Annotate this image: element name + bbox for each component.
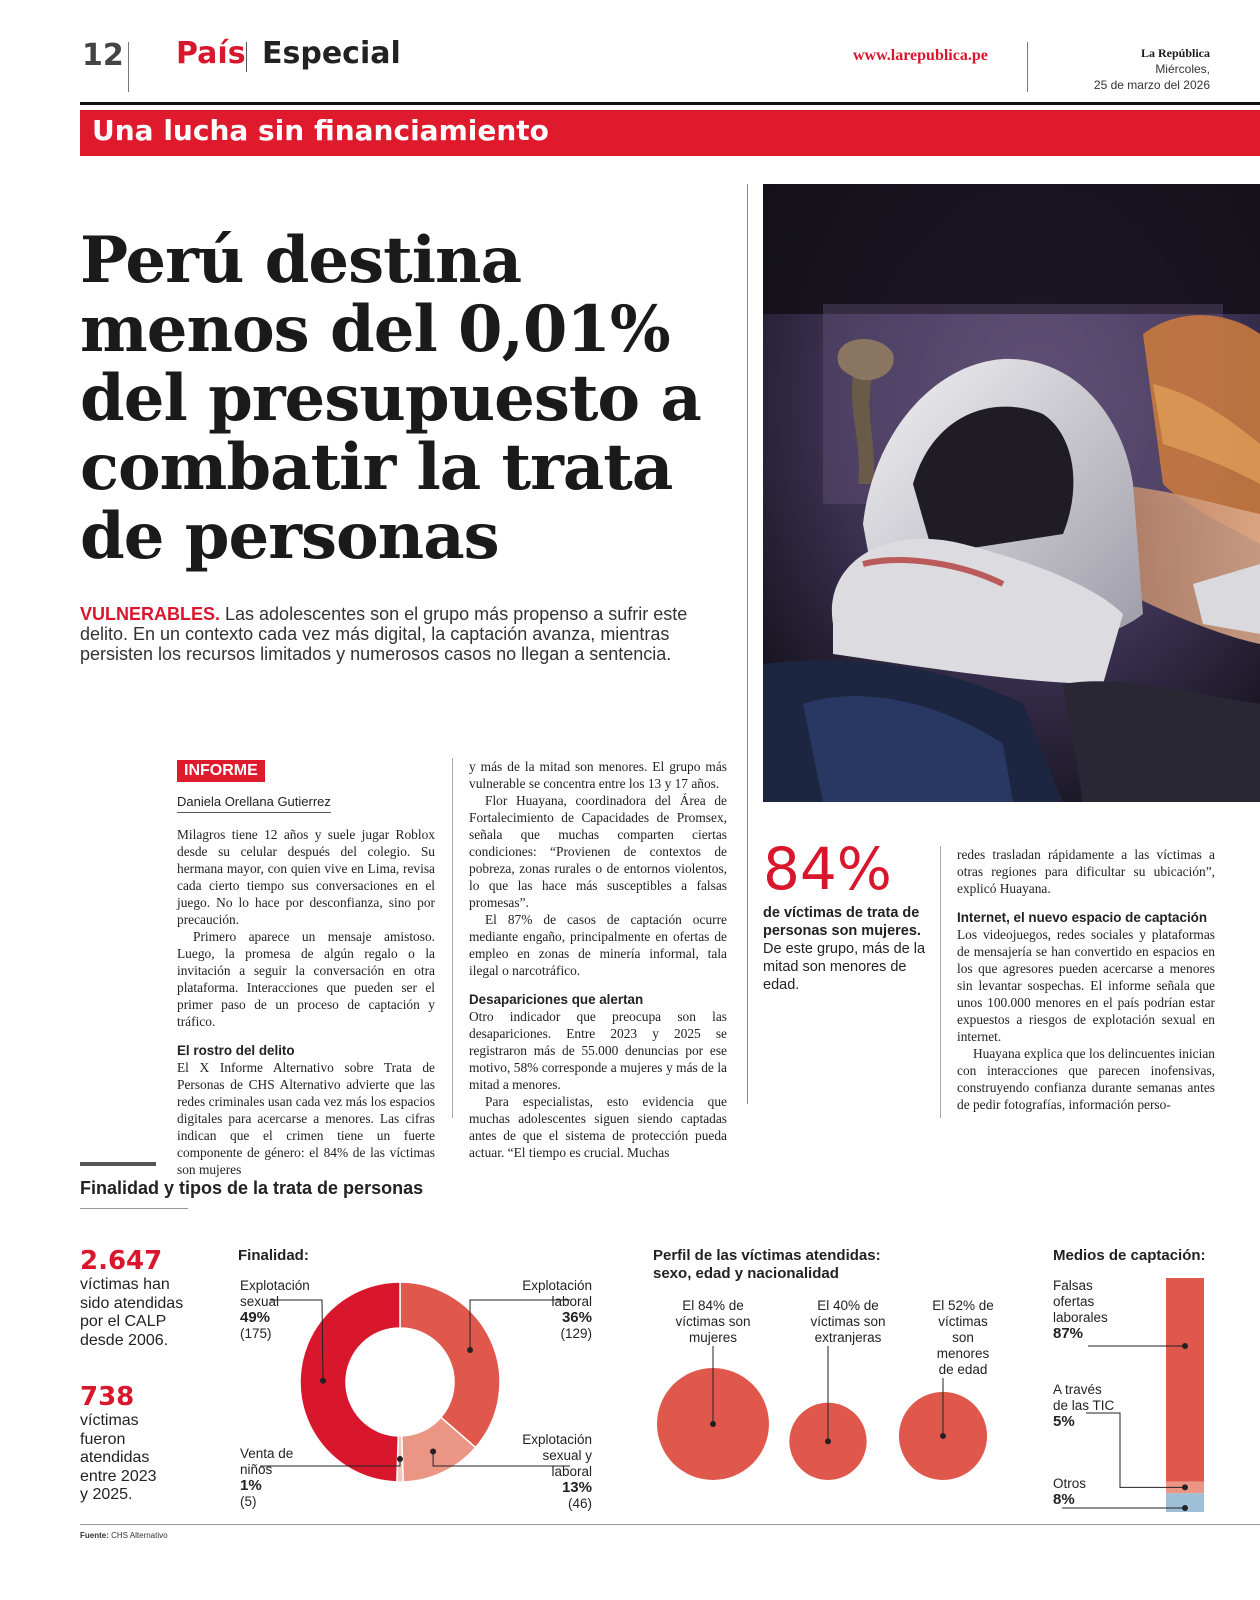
label-line: sexual y (542, 1448, 592, 1463)
donut-label-sexual (240, 1278, 310, 1342)
stat-line: entre 2023 (80, 1467, 157, 1485)
label-line: Explotación (522, 1432, 592, 1447)
date-full: 25 de marzo del 2026 (1093, 78, 1210, 92)
label-line: de las TIC (1053, 1398, 1115, 1413)
label-percent: 1% (240, 1477, 262, 1494)
column-divider (747, 184, 748, 1104)
profile-title-line: Perfil de las víctimas atendidas: (653, 1247, 881, 1264)
label-line: menores (936, 1346, 990, 1361)
deck-lead: VULNERABLES. (80, 604, 221, 624)
stat-line: atendidas (80, 1449, 150, 1466)
donut-label-children (240, 1446, 293, 1510)
label-count: (46) (567, 1496, 592, 1511)
headline (80, 223, 740, 574)
label-line: Explotación (240, 1278, 310, 1293)
stat-value: 2.647 (80, 1246, 163, 1276)
donut-leader-dot (430, 1449, 436, 1455)
section-name[interactable]: País (176, 36, 246, 71)
label-line: niños (240, 1462, 273, 1477)
label-line: A través (1053, 1382, 1102, 1397)
label-count: (129) (560, 1326, 592, 1341)
label-line: laboral (551, 1464, 592, 1479)
label-line: El 40% de (817, 1298, 879, 1313)
header-rule (80, 102, 1260, 105)
stat-line: fueron (80, 1430, 126, 1448)
label-line: Falsas (1053, 1278, 1093, 1293)
stat-value: 738 (80, 1382, 135, 1412)
paragraph: Otro indicador que preocupa son las desapariciones. Entre 2023 y 2025 se registraron más de 55.000 denuncias por ese motivo, 58% corresponde a mujeres y más de la mitad a menores. (469, 1009, 727, 1092)
label-count: (5) (240, 1494, 257, 1509)
capture-leader-dot (1182, 1484, 1188, 1490)
paragraph: redes trasladan rápidamente a las víctimas a otras regiones para dificultar su ubicación”, explicó Huayana. (957, 847, 1215, 896)
donut-leader-dot (467, 1347, 473, 1353)
subheading: Internet, el nuevo espacio de captación (957, 910, 1208, 925)
article-column-2 (469, 758, 727, 1161)
label-line: de edad (938, 1362, 988, 1377)
article-tag: INFORME (177, 760, 265, 782)
profile-leader-dot (825, 1438, 831, 1444)
subsection-name[interactable]: Especial (262, 36, 401, 71)
profile-title-line: sexo, edad y nacionalidad (653, 1265, 839, 1282)
article-column-3 (957, 846, 1215, 1113)
stat-text (80, 1276, 183, 1350)
profile-circles-chart (640, 1300, 1020, 1520)
label-percent: 49% (240, 1309, 271, 1326)
article-photo (763, 184, 1260, 802)
stat-text (80, 1412, 157, 1505)
kicker-title: Una lucha sin financiamiento (92, 114, 549, 147)
label-line: El 52% de (932, 1298, 994, 1313)
donut-label-laboral (480, 1278, 592, 1342)
footer-rule (80, 1524, 1260, 1525)
stat-line: víctimas han (80, 1276, 170, 1293)
subheading: El rostro del delito (177, 1043, 295, 1058)
capture-bar-chart (1050, 1270, 1250, 1520)
donut-slice (300, 1282, 400, 1482)
profile-leader-dot (710, 1421, 716, 1427)
stat-victims-total (80, 1246, 183, 1350)
label-line: víctimas son (675, 1314, 751, 1329)
callout-value: 84% (763, 835, 892, 903)
paragraph: Para especialistas, esto evidencia que muchas adolescentes siguen siendo captadas antes de que el sistema de protección pueda actuar. “El tiempo es crucial. Muchas (469, 1094, 727, 1160)
deck-text: Las adolescentes son el grupo más propenso a sufrir este delito. En un contexto cada vez más digital, la captación avanza, mientras persisten los recursos limitados y numerosos casos no llegan a sentencia. (80, 604, 688, 664)
headline-line: del presupuesto a (80, 361, 701, 436)
callout-text (763, 904, 931, 994)
callout-bold: de víctimas de trata de personas son mujeres. (763, 905, 921, 939)
stat-line: por el CALP (80, 1313, 167, 1330)
label-line: víctimas (938, 1314, 988, 1329)
label-line: Otros (1053, 1476, 1087, 1491)
capture-leader-dot (1182, 1343, 1188, 1349)
paragraph: Flor Huayana, coordinadora del Área de Fortalecimiento de Capacidades de Promsex, señala que muchas comparten ciertas condiciones: “Provienen de contextos de pobreza, zonas rurales o de entornos violentos, lo que las hace más susceptibles a falsas promesas”. (469, 793, 727, 910)
website-link[interactable]: www.larepublica.pe (853, 47, 988, 64)
label-line: Venta de (240, 1446, 294, 1461)
paragraph: El 87% de casos de captación ocurre mediante engaño, principalmente en ofertas de empleo en zonas de minería informal, tala ilegal o narcotráfico. (469, 912, 727, 978)
source-label: Fuente: (80, 1531, 109, 1540)
label-percent: 8% (1053, 1491, 1075, 1508)
headline-line: de personas (80, 499, 499, 574)
paragraph: Huayana explica que los delincuentes inician con interacciones que parecen inofensivas, construyendo confianza durante semanas antes de pedir fotografías, información perso- (957, 1046, 1215, 1112)
header-divider-right (1027, 42, 1028, 92)
donut-leader-dot (397, 1456, 403, 1462)
stat-line: víctimas (80, 1412, 139, 1429)
profile-leader-dot (940, 1433, 946, 1439)
headline-line: combatir la trata (80, 430, 673, 505)
callout-detail: De este grupo, más de la mitad son menores de edad. (763, 941, 926, 993)
stat-line: desde 2006. (80, 1331, 169, 1349)
label-line: Explotación (522, 1278, 592, 1293)
profile-title (653, 1247, 881, 1283)
paragraph: Los videojuegos, redes sociales y plataformas de mensajería se han convertido en espacios en los que agresores pueden acercarse a menores sin levantar sospechas. El informe señala que unos 100.000 menores en el país podrían estar expuestos a riesgos de explotación sexual en internet. (957, 927, 1215, 1044)
paragraph: y más de la mitad son menores. El grupo más vulnerable se concentra entre los 13 y 17 años. (469, 759, 727, 791)
capture-leader-dot (1182, 1505, 1188, 1511)
donut-title: Finalidad: (238, 1247, 309, 1264)
stat-victims-recent (80, 1382, 157, 1505)
source-note (80, 1531, 168, 1540)
column-rule (940, 846, 941, 1118)
donut-label-mixed (480, 1432, 592, 1512)
header-divider (128, 42, 129, 92)
paragraph: El X Informe Alternativo sobre Trata de Personas de CHS Alternativo advierte que las redes criminales usan cada vez más los espacios digitales para acercarse a menores. Las cifras indican que el crimen tiene un fuerte componente de género: el 84% de las víctimas son mujeres (177, 1060, 435, 1177)
article-column-1 (177, 826, 435, 1178)
section-separator (246, 42, 247, 72)
label-line: extranjeras (814, 1330, 882, 1345)
donut-leader-dot (320, 1378, 326, 1384)
label-line: víctimas son (810, 1314, 886, 1329)
headline-line: Perú destina (80, 223, 522, 298)
newspaper-name: La República (1140, 46, 1210, 60)
label-line: mujeres (688, 1330, 737, 1345)
date-weekday: Miércoles, (1155, 62, 1210, 76)
paragraph: Milagros tiene 12 años y suele jugar Roblox desde su celular después del colegio. Su hermana mayor, con quien vive en Lima, revisa cada cierto tiempo sus conversaciones en el juego. No lo hace por desconfianza, sino por precaución. (177, 827, 435, 927)
label-percent: 5% (1053, 1413, 1075, 1430)
author-byline: Daniela Orellana Gutierrez (177, 794, 331, 813)
label-line: El 84% de (682, 1298, 744, 1313)
page-number: 12 (82, 38, 124, 73)
infographic-title: Finalidad y tipos de la trata de personas (80, 1178, 424, 1198)
stat-line: sido atendidas (80, 1294, 184, 1312)
stat-line: y 2025. (80, 1486, 133, 1503)
infographic-title-rule (80, 1208, 188, 1209)
capture-bar-segment (1166, 1278, 1204, 1482)
label-percent: 13% (561, 1479, 592, 1496)
label-line: laboral (551, 1294, 592, 1309)
label-line: ofertas (1053, 1294, 1095, 1309)
paragraph: Primero aparece un mensaje amistoso. Luego, la promesa de algún regalo o la invitación a seguir la conversación en otra plataforma. Interacciones que pueden ser el primer paso de un proceso de captación y tráfico. (177, 929, 435, 1029)
label-percent: 36% (561, 1309, 592, 1326)
label-line: sexual (240, 1294, 280, 1309)
subheading: Desapariciones que alertan (469, 992, 644, 1007)
deck (80, 604, 720, 664)
headline-line: menos del 0,01% (80, 292, 670, 367)
source-text: CHS Alternativo (108, 1531, 168, 1540)
column-rule (452, 758, 453, 1118)
label-count: (175) (240, 1326, 272, 1341)
photo-illustration (763, 184, 1260, 802)
infographic-rule (80, 1162, 156, 1166)
label-line: laborales (1053, 1310, 1108, 1325)
capture-title: Medios de captación: (1053, 1247, 1206, 1264)
label-percent: 87% (1053, 1325, 1084, 1342)
label-line: son (952, 1330, 974, 1345)
